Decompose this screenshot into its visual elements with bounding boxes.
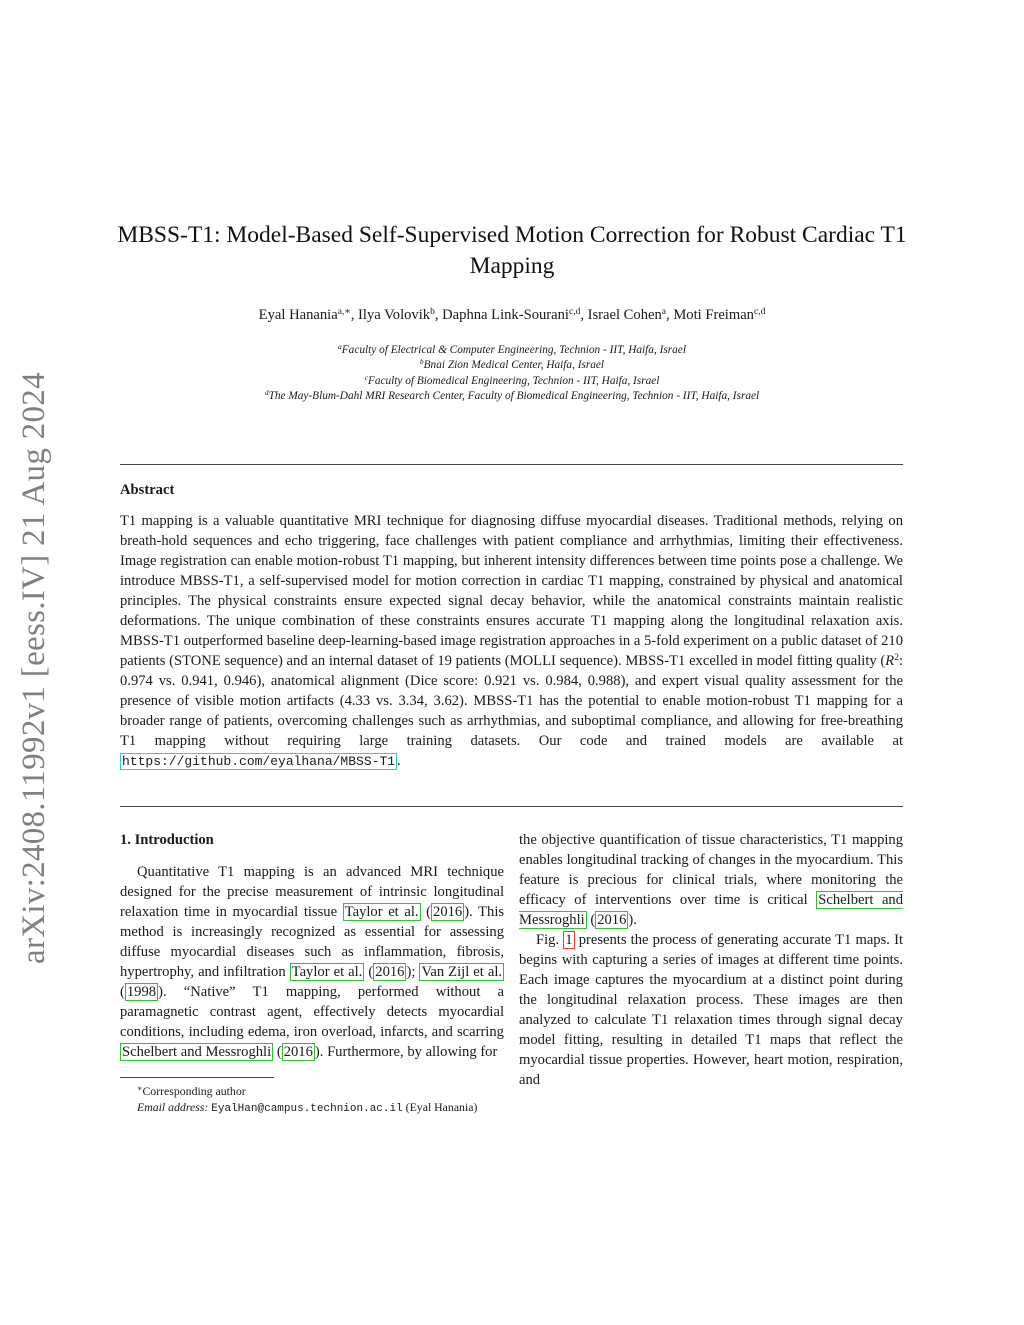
citation-year-link[interactable]: 2016 (283, 1044, 313, 1060)
affiliation-line: $^d$The May-Blum-Dahl MRI Research Center, Faculty of Biomedical Engineering, Technion - IIT, Haifa, Israel (264, 387, 760, 402)
citation-link[interactable]: Schelbert and Messroghli (519, 892, 904, 928)
author-name: Israel Cohen (587, 307, 662, 323)
citation-link[interactable]: Van Zijl et al. (421, 964, 503, 980)
citation-year-link[interactable]: 2016 (375, 964, 405, 980)
intro-paragraph-1: Quantitative T1 mapping is an advanced MRI technique designed for the precise measurement of intrinsic longitudinal relaxation time in myocardial tissue Taylor et al. ( 2016 ). This method is increasingly recognized as essential for assessing diffuse myocardial diseases such as inflammation, fibrosis, hypertrophy, and infiltration Taylor et al. ( 2016 ); Van Zijl et al. ( 1998 ). “Native” T1 mapping, performed without a paramagnetic contrast agent, effectively detects myocardial conditions, including edema, iron overload, infarcts, and scarring Schelbert and Messroghli ( 2016 ). Furthermore, by allowing for (120, 864, 505, 1060)
abstract-heading: Abstract (120, 482, 175, 498)
citation-year-link[interactable]: 2016 (433, 904, 463, 920)
email-address[interactable]: EyalHan@campus.technion.ac.il (211, 1103, 403, 1115)
abstract-top-rule (120, 464, 903, 465)
author-name: Ilya Volovik (358, 307, 431, 323)
footnote-corresponding: ∗Corresponding author (137, 1084, 246, 1098)
citation-link[interactable]: Schelbert and Messroghli (122, 1044, 272, 1060)
affiliation-line: $^a$Faculty of Electrical & Computer Engineering, Technion - IIT, Haifa, Israel (338, 342, 686, 356)
affiliation-line: $^b$Bnai Zion Medical Center, Haifa, Israel (419, 357, 605, 372)
author-affiliation-marker: c,d (568, 307, 581, 317)
footnote (120, 1083, 504, 1117)
author-affiliation-marker: a (661, 307, 667, 317)
author-affiliation-marker: c,d (753, 307, 766, 317)
footnote-rule (120, 1077, 274, 1078)
author-name: Daphna Link-Sourani (442, 307, 569, 323)
intro-left-column (120, 830, 504, 1062)
author-name: Eyal Hanania (258, 307, 338, 323)
author-name: Moti Freiman (673, 307, 754, 323)
affiliation-line: $^c$Faculty of Biomedical Engineering, Technion - IIT, Haifa, Israel (364, 372, 660, 387)
arxiv-identifier-stamp: arXiv:2408.11992v1 [eess.IV] 21 Aug 2024 (16, 372, 52, 964)
citation-year-link[interactable]: 1998 (126, 984, 157, 1000)
author-affiliation-marker: b (430, 307, 435, 317)
abstract-bottom-rule (120, 806, 903, 807)
code-repository-link[interactable]: https://github.com/eyalhana/MBSS-T1 (122, 754, 396, 769)
affiliation-list (100, 343, 924, 404)
author-list: Eyal Hanania$^{a,∗}$, Ilya Volovik$^b$, Daphna Link-Sourani$^{c,d}$, Israel Cohen$^a$, Moti Freiman$^{c,d}$ (258, 307, 766, 323)
abstract-body: T1 mapping is a valuable quantitative MRI technique for diagnosing diffuse myocardial diseases. Traditional methods, relying on breath-hold sequences and echo triggering, face challenges with patient compliance and arrhythmias, limiting their effectiveness. Image registration can enable motion-robust T1 mapping, but inherent intensity differences between time points pose a challenge. We introduce MBSS-T1, a self-supervised model for motion correction in cardiac T1 mapping, constrained by physical and anatomical principles. The physical constraints ensure expected signal decay behavior, while the anatomical constraints maintain realistic deformations. The unique combination of these constraints ensures accurate T1 mapping along the longitudinal relaxation axis. MBSS-T1 outperformed baseline deep-learning-based image registration approaches in a 5-fold experiment on a public dataset of 210 patients (STONE sequence) and an internal dataset of 19 patients (MOLLI sequence). MBSS-T1 excelled in model fitting quality ($R^2$: 0.974 vs. 0.941, 0.946), anatomical alignment (Dice score: 0.921 vs. 0.984, 0.988), and expert visual quality assessment for the presence of visible motion artifacts (4.33 vs. 3.34, 3.62). MBSS-T1 has the potential to enable motion-robust T1 mapping for a broader range of patients, overcoming challenges such as arrhythmias, and suboptimal compliance, and allowing for free-breathing T1 mapping without requiring large training datasets. Our code and trained models are available at https://github.com/eyalhana/MBSS-T1 . (120, 513, 903, 769)
intro-paragraph-1: the objective quantification of tissue characteristics, T1 mapping enables longitudinal tracking of changes in the myocardium. This feature is precious for clinical trials, where monitoring the efficacy of interventions over time is critical Schelbert and Messroghli ( 2016 ). (519, 832, 904, 928)
citation-link[interactable]: Taylor et al. (291, 964, 363, 980)
intro-right-column (519, 830, 903, 1090)
section-heading-introduction: 1. Introduction (120, 832, 214, 848)
r-squared-symbol: R (885, 653, 895, 669)
paper-title: MBSS-T1: Model-Based Self-Supervised Motion Correction for Robust Cardiac T1 Mapping (117, 222, 907, 279)
intro-paragraph-2: Fig. 1 presents the process of generating accurate T1 maps. It begins with capturing a series of images at different time points. Each image captures the myocardium at a distinct point during the longitudinal relaxation process. These images are then analyzed to calculate T1 relaxation times through signal decay model fitting, resulting in detailed T1 maps that reflect the myocardial tissue properties. However, heart motion, respiration, and (519, 932, 904, 1088)
citation-year-link[interactable]: 2016 (597, 912, 627, 928)
author-affiliation-marker: a,∗ (337, 307, 351, 317)
footnote-email: Email address: EyalHan@campus.technion.ac.il (Eyal Hanania) (137, 1100, 478, 1115)
citation-link[interactable]: Taylor et al. (344, 904, 419, 920)
figure-reference-link[interactable]: 1 (565, 932, 573, 948)
